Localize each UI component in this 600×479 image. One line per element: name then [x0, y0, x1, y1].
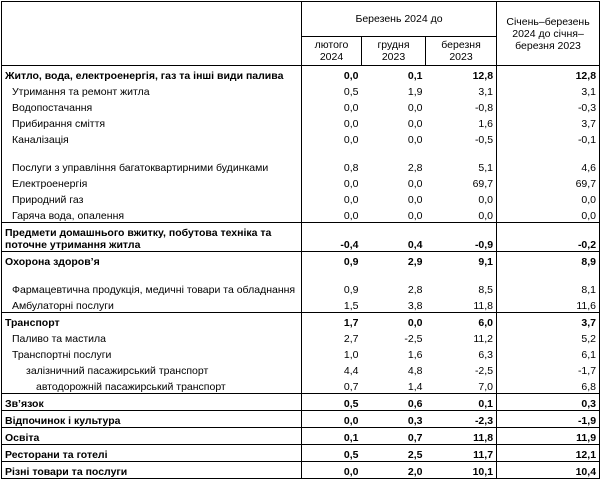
- table-row: [2, 82, 600, 98]
- value-mar-2023: 11,2: [426, 329, 497, 345]
- value-mar-2023: 8,5: [426, 268, 497, 296]
- table-row: [2, 462, 600, 479]
- table-row: [2, 174, 600, 190]
- row-label: Ресторани та готелі: [2, 445, 302, 462]
- value-feb-2024: 0,0: [302, 411, 362, 428]
- header-feb-2024: лютого 2024: [302, 37, 362, 66]
- row-label: Каналізація: [2, 130, 302, 146]
- row-label: Предмети домашнього вжитку, побутова техніка та поточне утримання житла: [2, 223, 302, 252]
- header-blank-cell: [2, 2, 302, 66]
- value-cumulative: 0,0: [497, 190, 600, 206]
- value-cumulative: 5,2: [497, 329, 600, 345]
- row-label: Паливо та мастила: [2, 329, 302, 345]
- row-label: Прибирання сміття: [2, 114, 302, 130]
- value-cumulative: -0,1: [497, 130, 600, 146]
- value-dec-2023: 4,8: [407, 365, 423, 377]
- table-row: [2, 98, 600, 114]
- value-cumulative: 12,1: [497, 445, 600, 462]
- value-feb-2024: 0,0: [343, 178, 359, 190]
- value-mar-2023: 3,1: [426, 82, 497, 98]
- table-row: [2, 66, 600, 83]
- value-feb-2024: 0,0: [343, 210, 359, 222]
- value-dec-2023: 0,7: [362, 428, 426, 445]
- value-dec-2023: 0,6: [362, 394, 426, 411]
- value-dec-2023: 0,0: [407, 134, 423, 146]
- value-dec-2023: 0,0: [407, 194, 423, 206]
- value-mar-2023: 0,0: [426, 206, 497, 223]
- value-feb-2024: 0,0: [302, 66, 362, 83]
- value-dec-2023: 0,0: [362, 313, 426, 330]
- value-dec-2023: 0,0: [407, 210, 423, 222]
- table-row: [2, 296, 600, 313]
- row-label: Утримання та ремонт житла: [2, 82, 302, 98]
- value-cumulative: 0,3: [497, 394, 600, 411]
- value-feb-2024: 0,0: [302, 462, 362, 479]
- table-row: [2, 252, 600, 269]
- table-row: [2, 411, 600, 428]
- header-dec-2023: грудня 2023: [362, 37, 426, 66]
- table-row: [2, 206, 600, 223]
- row-label: Електроенергія: [2, 174, 302, 190]
- header-cumulative: Січень–березень 2024 до січня–березня 2023: [497, 2, 600, 66]
- value-mar-2023: 11,8: [426, 428, 497, 445]
- value-cumulative: 10,4: [497, 462, 600, 479]
- value-feb-2024: 0,8: [343, 162, 359, 174]
- header-group-march-2024: Березень 2024 до: [302, 2, 497, 37]
- value-feb-2024: 2,7: [343, 333, 359, 345]
- row-label: Амбулаторні послуги: [2, 296, 302, 313]
- value-feb-2024: 0,5: [343, 86, 359, 98]
- value-dec-2023: -2,5: [404, 333, 423, 345]
- value-mar-2023: 10,1: [426, 462, 497, 479]
- value-mar-2023: -2,3: [426, 411, 497, 428]
- value-mar-2023: 6,3: [426, 345, 497, 361]
- value-cumulative: 11,6: [497, 296, 600, 313]
- value-mar-2023: 12,8: [426, 66, 497, 83]
- value-cumulative: -0,3: [497, 98, 600, 114]
- table-row: [2, 377, 600, 394]
- table-row: [2, 268, 600, 296]
- value-mar-2023: 0,1: [426, 394, 497, 411]
- value-mar-2023: -0,8: [426, 98, 497, 114]
- table-row: [2, 130, 600, 146]
- value-cumulative: 12,8: [497, 66, 600, 83]
- value-dec-2023: 0,0: [407, 118, 423, 130]
- value-cumulative: -1,7: [497, 361, 600, 377]
- value-cumulative: 69,7: [497, 174, 600, 190]
- value-feb-2024: 1,5: [343, 300, 359, 312]
- value-dec-2023: 2,5: [362, 445, 426, 462]
- row-label: автодорожній пасажирський транспорт: [2, 377, 302, 394]
- value-cumulative: 0,0: [497, 206, 600, 223]
- row-label: Послуги з управління багатоквартирними будинками: [2, 146, 302, 174]
- value-mar-2023: 5,1: [426, 146, 497, 174]
- value-mar-2023: 6,0: [426, 313, 497, 330]
- table-row: [2, 114, 600, 130]
- value-mar-2023: 69,7: [426, 174, 497, 190]
- value-cumulative: -1,9: [497, 411, 600, 428]
- value-mar-2023: 11,7: [426, 445, 497, 462]
- value-cumulative: 11,9: [497, 428, 600, 445]
- value-dec-2023: 1,9: [407, 86, 423, 98]
- value-dec-2023: 2,9: [362, 252, 426, 269]
- table-row: [2, 146, 600, 174]
- value-dec-2023: 0,0: [407, 102, 423, 114]
- value-feb-2024: 0,7: [343, 381, 359, 393]
- value-feb-2024: 0,5: [302, 394, 362, 411]
- row-label: Гаряча вода, опалення: [2, 206, 302, 223]
- row-label: Фармацевтична продукція, медичні товари та обладнання: [2, 268, 302, 296]
- value-mar-2023: -2,5: [426, 361, 497, 377]
- value-dec-2023: 2,8: [407, 162, 423, 174]
- value-feb-2024: 0,0: [343, 194, 359, 206]
- value-mar-2023: -0,9: [426, 223, 497, 252]
- value-cumulative: 8,9: [497, 252, 600, 269]
- value-feb-2024: 0,1: [302, 428, 362, 445]
- row-label: Охорона здоров’я: [2, 252, 302, 269]
- value-cumulative: 3,7: [497, 313, 600, 330]
- row-label: Житло, вода, електроенергія, газ та інші види палива: [2, 66, 302, 83]
- value-dec-2023: 0,1: [362, 66, 426, 83]
- table-row: [2, 428, 600, 445]
- value-cumulative: 4,6: [497, 146, 600, 174]
- row-label: Освіта: [2, 428, 302, 445]
- value-dec-2023: 1,6: [407, 349, 423, 361]
- value-mar-2023: 9,1: [426, 252, 497, 269]
- value-feb-2024: 0,9: [302, 252, 362, 269]
- value-feb-2024: -0,4: [302, 223, 362, 252]
- value-dec-2023: 2,8: [407, 284, 423, 296]
- value-mar-2023: -0,5: [426, 130, 497, 146]
- value-feb-2024: 4,4: [343, 365, 359, 377]
- value-feb-2024: 0,0: [343, 118, 359, 130]
- table-row: [2, 361, 600, 377]
- value-dec-2023: 2,0: [362, 462, 426, 479]
- table-row: [2, 223, 600, 252]
- value-cumulative: 8,1: [497, 268, 600, 296]
- value-dec-2023: 3,8: [407, 300, 423, 312]
- value-cumulative: -0,2: [497, 223, 600, 252]
- value-dec-2023: 1,4: [407, 381, 423, 393]
- price-index-table: [1, 1, 600, 479]
- header-mar-2023: березня 2023: [426, 37, 497, 66]
- row-label: залізничний пасажирський транспорт: [2, 361, 302, 377]
- table-row: [2, 313, 600, 330]
- value-feb-2024: 0,0: [343, 102, 359, 114]
- row-label: Відпочинок і культура: [2, 411, 302, 428]
- row-label: Транспорт: [2, 313, 302, 330]
- value-dec-2023: 0,3: [362, 411, 426, 428]
- value-feb-2024: 1,0: [343, 349, 359, 361]
- row-label: Різні товари та послуги: [2, 462, 302, 479]
- table-row: [2, 345, 600, 361]
- value-dec-2023: 0,0: [407, 178, 423, 190]
- value-cumulative: 3,7: [497, 114, 600, 130]
- row-label: Водопостачання: [2, 98, 302, 114]
- value-cumulative: 6,1: [497, 345, 600, 361]
- value-feb-2024: 0,5: [302, 445, 362, 462]
- value-mar-2023: 0,0: [426, 190, 497, 206]
- row-label: Транспортні послуги: [2, 345, 302, 361]
- value-mar-2023: 11,8: [426, 296, 497, 313]
- table-row: [2, 190, 600, 206]
- table-row: [2, 329, 600, 345]
- value-feb-2024: 1,7: [302, 313, 362, 330]
- table-row: [2, 394, 600, 411]
- value-feb-2024: 0,9: [343, 284, 359, 296]
- value-mar-2023: 7,0: [426, 377, 497, 394]
- value-feb-2024: 0,0: [343, 134, 359, 146]
- value-mar-2023: 1,6: [426, 114, 497, 130]
- table-header: [2, 2, 600, 66]
- row-label: Зв’язок: [2, 394, 302, 411]
- value-cumulative: 3,1: [497, 82, 600, 98]
- table-row: [2, 445, 600, 462]
- table-body: [2, 66, 600, 479]
- value-dec-2023: 0,4: [362, 223, 426, 252]
- value-cumulative: 6,8: [497, 377, 600, 394]
- row-label: Природний газ: [2, 190, 302, 206]
